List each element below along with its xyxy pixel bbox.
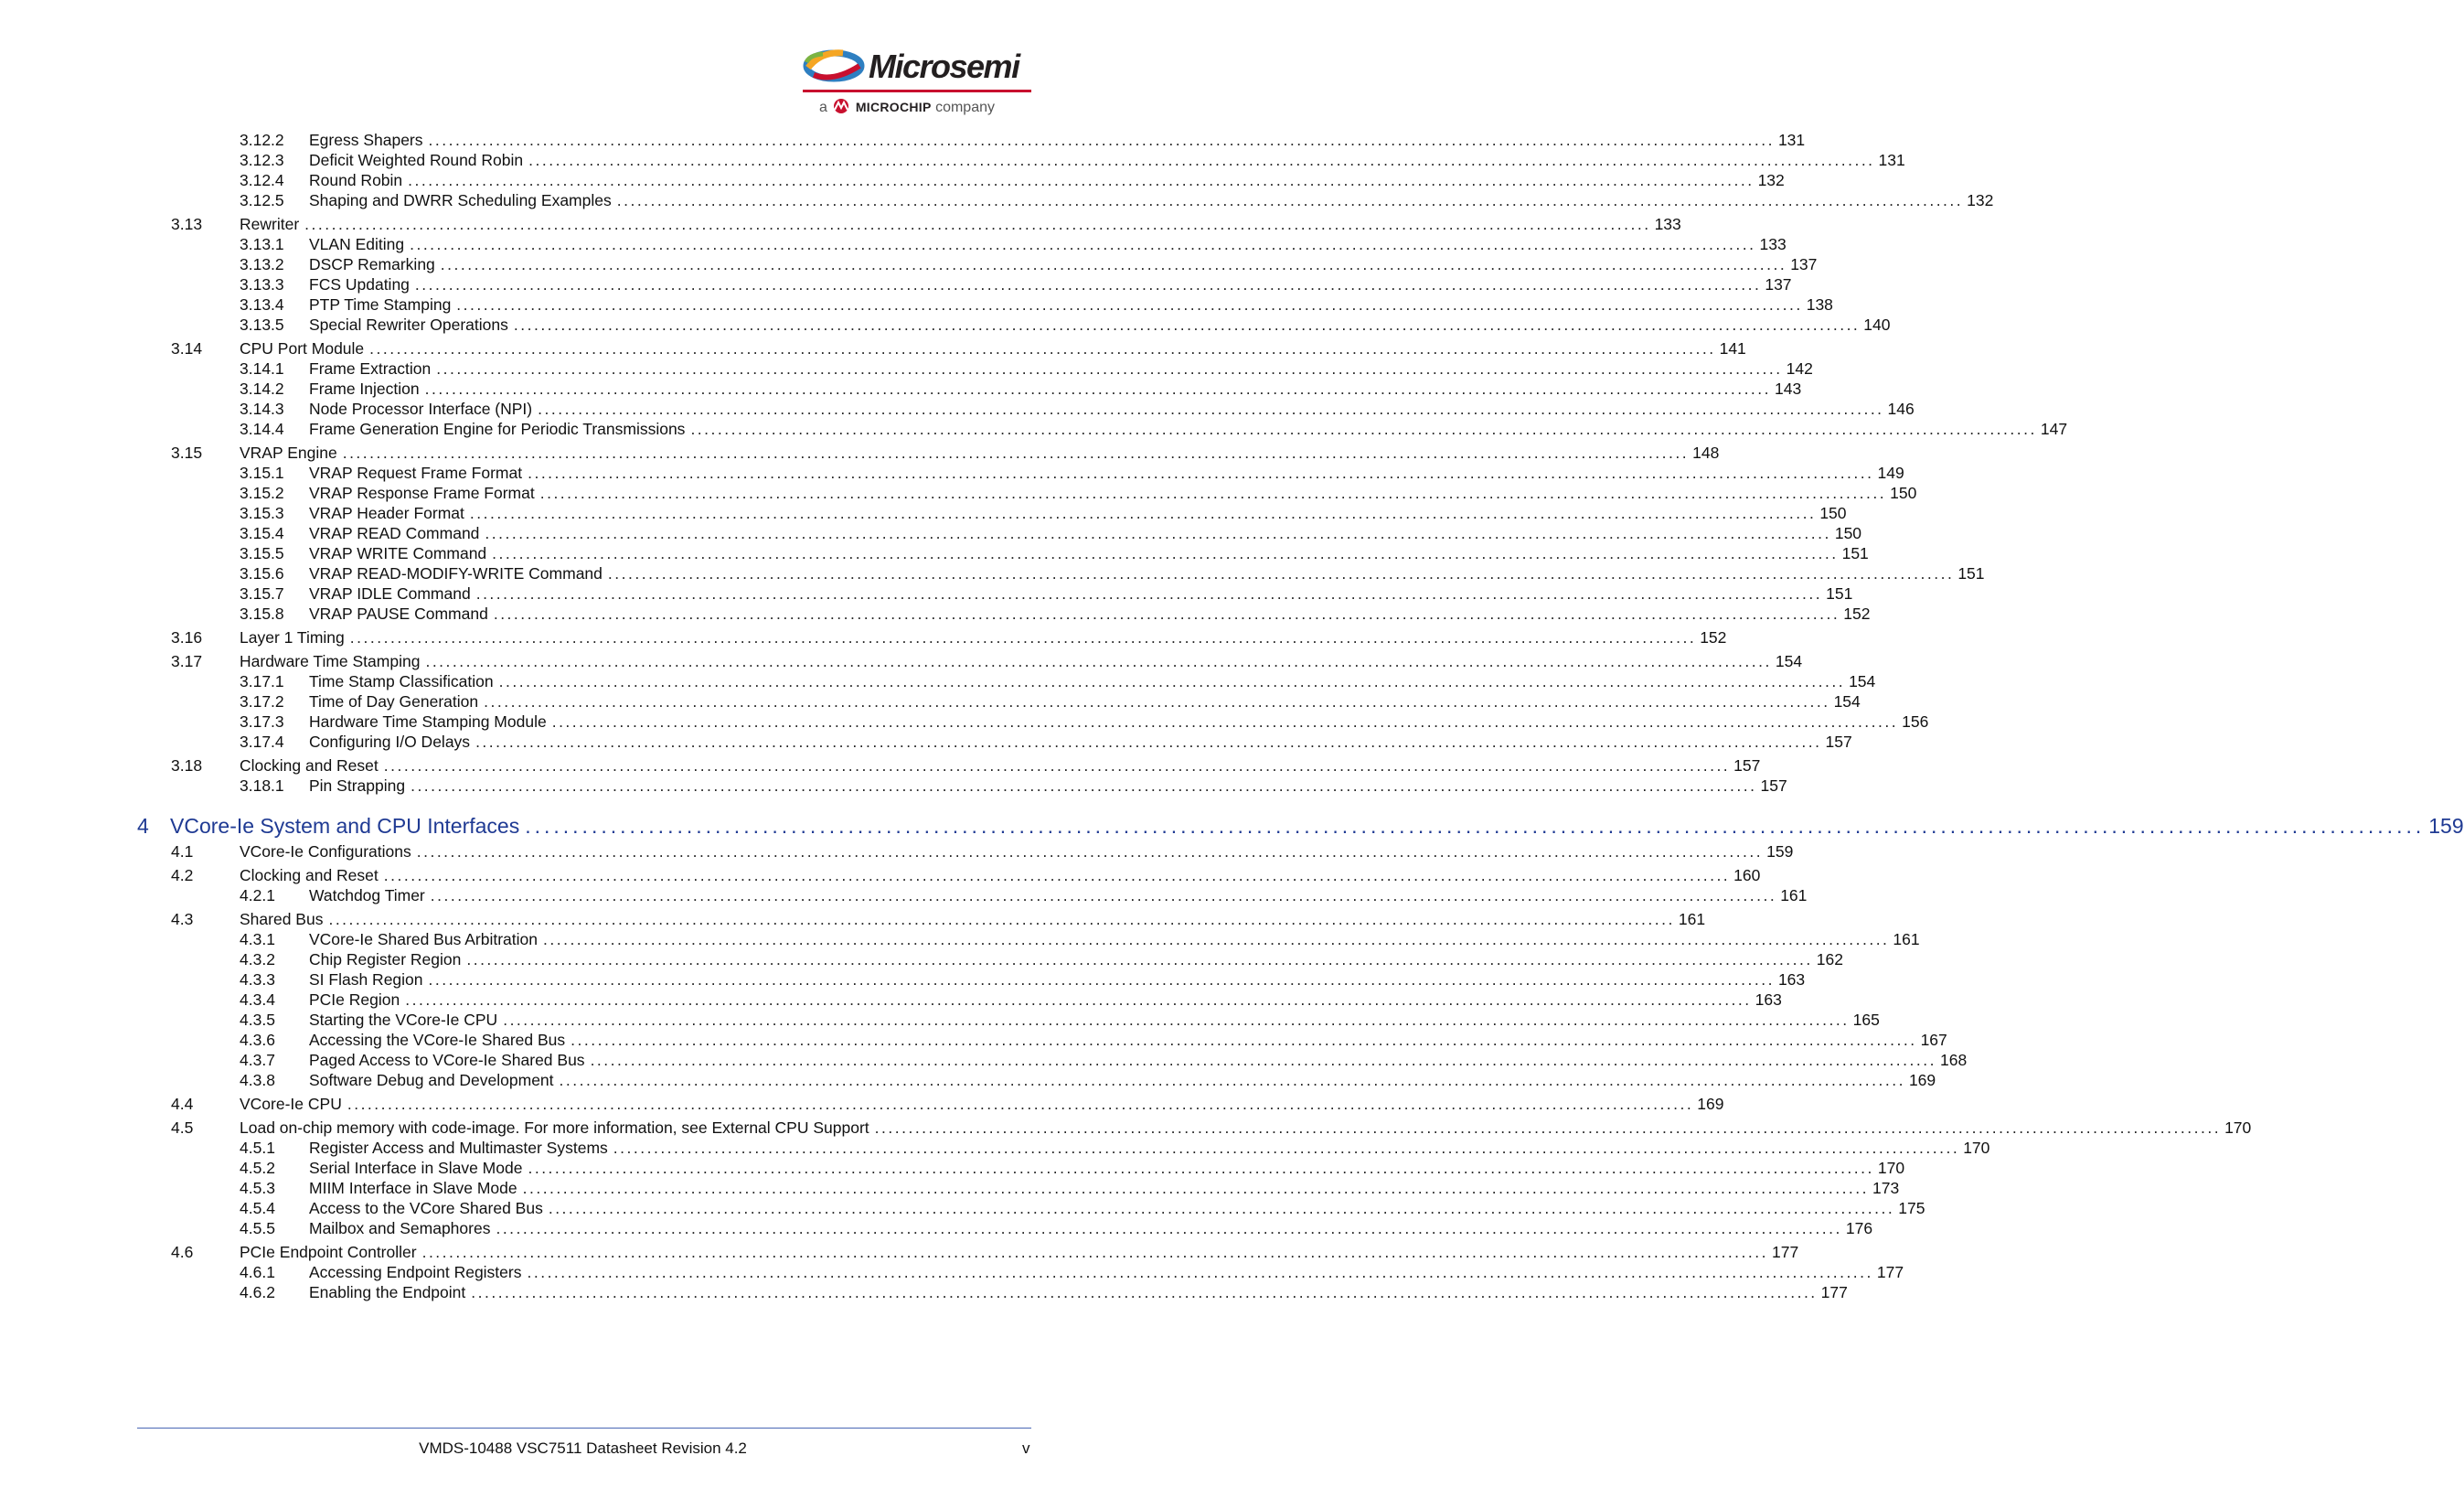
toc-entry[interactable] xyxy=(240,254,1818,274)
toc-dot-leader: ........................................................................................................................................................................................................ xyxy=(538,400,1884,418)
toc-entry-title: VCore-Ie Configurations xyxy=(240,842,411,861)
toc-dot-leader: ........................................................................................................................................................................................................ xyxy=(440,255,1787,273)
toc-entry[interactable] xyxy=(240,732,1852,752)
toc-entry-number: 4.3.8 xyxy=(240,1071,275,1089)
toc-dot-leader: ........................................................................................................................................................................................................ xyxy=(492,544,1839,562)
toc-entry[interactable] xyxy=(240,1158,1905,1178)
toc-entry-page: 151 xyxy=(1826,584,1853,603)
toc-entry[interactable] xyxy=(240,463,1904,483)
toc-dot-leader: ........................................................................................................................................................................................................ xyxy=(411,776,1757,795)
toc-entry[interactable] xyxy=(171,909,1706,929)
footer-document-title: VMDS-10488 VSC7511 Datasheet Revision 4.2 xyxy=(419,1439,747,1457)
toc-entry-page: 177 xyxy=(1876,1263,1904,1281)
toc-dot-leader: ........................................................................................................................................................................................................ xyxy=(347,1095,1694,1113)
toc-dot-leader: ........................................................................................................................................................................................................ xyxy=(410,235,1756,253)
toc-entry-page: 137 xyxy=(1765,275,1792,294)
microsemi-swirl-icon xyxy=(803,46,867,86)
toc-entry[interactable] xyxy=(240,949,1843,969)
toc-entry-number: 3.13.2 xyxy=(240,255,284,273)
toc-entry-title: Time of Day Generation xyxy=(309,692,479,711)
toc-entry[interactable] xyxy=(240,1178,1900,1198)
toc-entry[interactable] xyxy=(240,1218,1873,1238)
toc-dot-leader: ........................................................................................................................................................................................................ xyxy=(522,1179,1870,1197)
toc-entry[interactable] xyxy=(240,1138,1990,1158)
toc-dot-leader: ........................................................................................................................................................................................................ xyxy=(527,1263,1873,1281)
toc-entry-title: Starting the VCore-Ie CPU xyxy=(309,1011,498,1029)
logo-wordmark: Microsemi xyxy=(869,48,1019,85)
toc-entry-title: VCore-Ie System and CPU Interfaces xyxy=(170,814,520,838)
toc-entry-page: 140 xyxy=(1863,316,1891,334)
toc-entry-title: Mailbox and Semaphores xyxy=(309,1219,491,1237)
toc-entry-title: Accessing the VCore-Ie Shared Bus xyxy=(309,1031,566,1049)
toc-entry[interactable] xyxy=(240,929,1920,949)
toc-dot-leader: ........................................................................................................................................................................................................ xyxy=(493,605,1840,623)
toc-entry-page: 163 xyxy=(1777,970,1806,989)
toc-entry-title: VRAP READ-MODIFY-WRITE Command xyxy=(309,564,603,583)
toc-entry-title: VLAN Editing xyxy=(309,235,405,253)
toc-entry-page: 170 xyxy=(1963,1139,1990,1157)
toc-entry-number: 3.13 xyxy=(171,215,203,233)
toc-entry-title: PCIe Region xyxy=(309,990,400,1009)
toc-entry[interactable] xyxy=(240,969,1806,990)
toc-entry-number: 3.17.3 xyxy=(240,712,284,731)
toc-dot-leader: ........................................................................................................................................................................................................ xyxy=(424,380,1772,398)
toc-entry-page: 161 xyxy=(1780,886,1808,904)
toc-entry[interactable] xyxy=(240,234,1787,254)
toc-entry-title: VRAP Request Frame Format xyxy=(309,464,523,482)
toc-entry-page: 159 xyxy=(1766,842,1794,861)
toc-dot-leader: ........................................................................................................................................................................................................ xyxy=(496,1219,1842,1237)
toc-entry-title: VRAP Response Frame Format xyxy=(309,484,535,502)
microsemi-logo xyxy=(803,46,1031,123)
toc-entry-title: Clocking and Reset xyxy=(240,756,379,775)
toc-dot-leader: ........................................................................................................................................................................................................ xyxy=(607,564,1955,583)
toc-entry-page: 150 xyxy=(1819,504,1847,522)
toc-entry-number: 3.15.2 xyxy=(240,484,284,502)
toc-entry[interactable] xyxy=(240,1030,1947,1050)
toc-entry-title: PTP Time Stamping xyxy=(309,295,452,314)
toc-dot-leader: ........................................................................................................................................................................................................ xyxy=(436,359,1783,378)
toc-dot-leader: ........................................................................................................................................................................................................ xyxy=(513,316,1861,334)
toc-entry-title: Shaping and DWRR Scheduling Examples xyxy=(309,191,612,209)
toc-entry-number: 3.17.4 xyxy=(240,733,284,751)
toc-entry-number: 4.3.4 xyxy=(240,990,275,1009)
toc-entry[interactable] xyxy=(240,503,1847,523)
toc-dot-leader: ........................................................................................................................................................................................................ xyxy=(484,692,1830,711)
toc-entry-page: 175 xyxy=(1898,1199,1925,1217)
toc-chapter-entry[interactable] xyxy=(137,812,2464,840)
toc-entry-number: 3.15.3 xyxy=(240,504,284,522)
toc-dot-leader: ........................................................................................................................................................................................................ xyxy=(525,814,2426,838)
toc-entry-number: 4.6.1 xyxy=(240,1263,275,1281)
toc-dot-leader: ........................................................................................................................................................................................................ xyxy=(548,1199,1895,1217)
toc-entry-page: 162 xyxy=(1816,950,1843,969)
toc-entry[interactable] xyxy=(240,1262,1904,1282)
toc-entry-number: 3.16 xyxy=(171,628,203,647)
toc-entry-page: 167 xyxy=(1920,1031,1947,1049)
toc-entry-number: 4.1 xyxy=(171,842,194,861)
tagline-brand: MICROCHIP xyxy=(855,100,932,114)
toc-dot-leader: ........................................................................................................................................................................................................ xyxy=(498,672,1846,690)
toc-entry-number: 4.3.3 xyxy=(240,970,275,989)
toc-entry-title: VRAP Header Format xyxy=(309,504,464,522)
toc-entry-page: 154 xyxy=(1849,672,1876,690)
toc-entry-title: Access to the VCore Shared Bus xyxy=(309,1199,543,1217)
toc-entry-title: Frame Extraction xyxy=(309,359,432,378)
toc-entry-page: 169 xyxy=(1697,1095,1724,1113)
toc-entry[interactable] xyxy=(240,691,1861,712)
toc-entry-page: 177 xyxy=(1820,1283,1848,1301)
toc-entry-title: Load on-chip memory with code-image. For more information, see External CPU Support xyxy=(240,1118,869,1137)
toc-entry-page: 157 xyxy=(1760,776,1787,795)
toc-entry-page: 161 xyxy=(1893,930,1920,948)
toc-dot-leader: ........................................................................................................................................................................................................ xyxy=(430,886,1777,904)
toc-entry[interactable] xyxy=(240,1070,1936,1090)
toc-entry[interactable] xyxy=(240,671,1876,691)
toc-entry-page: 150 xyxy=(1834,524,1862,542)
toc-dot-leader: ........................................................................................................................................................................................................ xyxy=(456,295,1803,314)
toc-entry-number: 4 xyxy=(137,814,149,838)
toc-entry[interactable] xyxy=(240,379,1802,399)
toc-entry[interactable] xyxy=(240,563,1985,583)
footer-divider xyxy=(137,1428,1031,1429)
toc-dot-leader: ........................................................................................................................................................................................................ xyxy=(475,584,1823,603)
toc-dot-leader: ........................................................................................................................................................................................................ xyxy=(471,1283,1818,1301)
toc-dot-leader: ........................................................................................................................................................................................................ xyxy=(528,464,1874,482)
toc-entry-page: 156 xyxy=(1902,712,1929,731)
toc-dot-leader: ........................................................................................................................................................................................................ xyxy=(528,151,1875,169)
toc-entry-page: 137 xyxy=(1790,255,1818,273)
toc-entry-title: VCore-Ie Shared Bus Arbitration xyxy=(309,930,538,948)
toc-entry-number: 3.14.3 xyxy=(240,400,284,418)
toc-dot-leader: ........................................................................................................................................................................................................ xyxy=(408,171,1755,189)
toc-entry-page: 154 xyxy=(1833,692,1861,711)
toc-entry-title: Layer 1 Timing xyxy=(240,628,345,647)
toc-entry-number: 4.3.1 xyxy=(240,930,275,948)
toc-entry-page: 173 xyxy=(1872,1179,1900,1197)
toc-entry-number: 3.12.4 xyxy=(240,171,284,189)
toc-dot-leader: ........................................................................................................................................................................................................ xyxy=(613,1139,1960,1157)
toc-dot-leader: ........................................................................................................................................................................................................ xyxy=(425,652,1772,670)
toc-entry-page: 131 xyxy=(1777,131,1806,149)
toc-entry-number: 3.15.6 xyxy=(240,564,284,583)
toc-entry[interactable] xyxy=(240,1050,1968,1070)
toc-entry[interactable] xyxy=(171,338,1746,359)
toc-entry-title: Frame Injection xyxy=(309,380,420,398)
toc-dot-leader: ........................................................................................................................................................................................................ xyxy=(328,910,1675,928)
toc-entry-title: DSCP Remarking xyxy=(309,255,435,273)
toc-entry-title: VCore-Ie CPU xyxy=(240,1095,342,1113)
toc-entry-page: 132 xyxy=(1757,171,1785,189)
toc-entry-title: Deficit Weighted Round Robin xyxy=(309,151,524,169)
toc-entry-page: 165 xyxy=(1852,1011,1880,1029)
toc-entry[interactable] xyxy=(171,1242,1799,1262)
toc-entry-title: Node Processor Interface (NPI) xyxy=(309,400,533,418)
toc-entry-number: 3.14.2 xyxy=(240,380,284,398)
toc-entry[interactable] xyxy=(240,359,1813,379)
toc-entry-title: Pin Strapping xyxy=(309,776,406,795)
toc-entry[interactable] xyxy=(240,483,1917,503)
toc-entry-number: 3.12.5 xyxy=(240,191,284,209)
toc-dot-leader: ........................................................................................................................................................................................................ xyxy=(528,1159,1874,1177)
toc-entry-page: 143 xyxy=(1775,380,1802,398)
toc-entry-page: 142 xyxy=(1786,359,1813,378)
toc-entry[interactable] xyxy=(171,755,1761,776)
toc-entry-title: Frame Generation Engine for Periodic Transmissions xyxy=(309,420,686,438)
toc-entry-number: 4.2 xyxy=(171,866,194,884)
toc-dot-leader: ........................................................................................................................................................................................................ xyxy=(590,1051,1936,1069)
toc-entry-title: Watchdog Timer xyxy=(309,886,425,904)
toc-dot-leader: ........................................................................................................................................................................................................ xyxy=(690,420,2037,438)
toc-entry-page: 169 xyxy=(1908,1071,1936,1089)
toc-entry[interactable] xyxy=(240,523,1862,543)
toc-entry-page: 154 xyxy=(1775,652,1803,670)
toc-dot-leader: ........................................................................................................................................................................................................ xyxy=(428,970,1775,989)
toc-entry-number: 3.14 xyxy=(171,339,203,358)
toc-entry-page: 148 xyxy=(1692,444,1720,462)
toc-entry-title: Serial Interface in Slave Mode xyxy=(309,1159,523,1177)
toc-entry-page: 133 xyxy=(1759,235,1787,253)
toc-entry-title: Egress Shapers xyxy=(309,131,423,149)
toc-dot-leader: ........................................................................................................................................................................................................ xyxy=(428,131,1775,149)
toc-entry-number: 3.15.8 xyxy=(240,605,284,623)
toc-dot-leader: ........................................................................................................................................................................................................ xyxy=(543,930,1890,948)
toc-entry-number: 4.3 xyxy=(171,910,194,928)
toc-entry-page: 133 xyxy=(1654,215,1681,233)
toc-entry-title: VRAP IDLE Command xyxy=(309,584,471,603)
toc-entry-page: 149 xyxy=(1877,464,1904,482)
toc-entry-title: FCS Updating xyxy=(309,275,410,294)
toc-dot-leader: ........................................................................................................................................................................................................ xyxy=(503,1011,1850,1029)
toc-dot-leader: ........................................................................................................................................................................................................ xyxy=(304,215,1651,233)
toc-entry-title: Clocking and Reset xyxy=(240,866,379,884)
toc-entry-number: 3.15 xyxy=(171,444,203,462)
toc-entry-title: MIIM Interface in Slave Mode xyxy=(309,1179,517,1197)
toc-entry-title: Enabling the Endpoint xyxy=(309,1283,466,1301)
toc-entry-number: 3.17.1 xyxy=(240,672,284,690)
toc-entry-title: Round Robin xyxy=(309,171,403,189)
toc-dot-leader: ........................................................................................................................................................................................................ xyxy=(475,733,1822,751)
toc-entry-number: 3.17 xyxy=(171,652,203,670)
toc-entry-title: VRAP WRITE Command xyxy=(309,544,487,562)
toc-entry[interactable] xyxy=(240,190,1994,210)
toc-entry-page: 152 xyxy=(1700,628,1727,647)
toc-dot-leader: ........................................................................................................................................................................................................ xyxy=(421,1243,1768,1261)
toc-dot-leader: ........................................................................................................................................................................................................ xyxy=(414,275,1762,294)
toc-entry[interactable] xyxy=(171,627,1727,647)
toc-entry-title: Shared Bus xyxy=(240,910,324,928)
toc-dot-leader: ........................................................................................................................................................................................................ xyxy=(874,1118,2222,1137)
toc-entry-title: CPU Port Module xyxy=(240,339,365,358)
toc-entry-number: 3.18 xyxy=(171,756,203,775)
toc-entry[interactable] xyxy=(240,583,1853,604)
toc-entry[interactable] xyxy=(240,150,1905,170)
toc-entry-title: Special Rewriter Operations xyxy=(309,316,508,334)
toc-entry-title: VRAP READ Command xyxy=(309,524,480,542)
toc-dot-leader: ........................................................................................................................................................................................................ xyxy=(559,1071,1905,1089)
toc-entry[interactable] xyxy=(171,651,1803,671)
toc-entry-number: 3.13.1 xyxy=(240,235,284,253)
toc-entry-number: 4.6.2 xyxy=(240,1283,275,1301)
toc-dot-leader: ........................................................................................................................................................................................................ xyxy=(349,628,1697,647)
toc-entry[interactable] xyxy=(240,885,1808,905)
toc-entry-number: 4.3.6 xyxy=(240,1031,275,1049)
toc-entry-number: 3.17.2 xyxy=(240,692,284,711)
toc-entry-number: 4.6 xyxy=(171,1243,194,1261)
toc-entry-number: 3.15.1 xyxy=(240,464,284,482)
tagline-prefix: a xyxy=(819,100,827,115)
logo-tagline xyxy=(819,99,995,116)
toc-entry-number: 3.14.4 xyxy=(240,420,284,438)
toc-entry[interactable] xyxy=(240,1198,1925,1218)
toc-entry[interactable] xyxy=(240,776,1787,796)
toc-entry[interactable] xyxy=(240,294,1833,315)
toc-entry[interactable] xyxy=(240,399,1915,419)
toc-entry-number: 3.15.5 xyxy=(240,544,284,562)
toc-dot-leader: ........................................................................................................................................................................................................ xyxy=(369,339,1716,358)
toc-entry[interactable] xyxy=(240,315,1891,335)
toc-dot-leader: ........................................................................................................................................................................................................ xyxy=(383,756,1731,775)
toc-entry-page: 141 xyxy=(1719,339,1746,358)
toc-entry-number: 4.5 xyxy=(171,1118,194,1137)
toc-entry[interactable] xyxy=(240,990,1782,1010)
toc-entry[interactable] xyxy=(240,604,1871,624)
tagline-suffix: company xyxy=(935,100,995,115)
toc-entry-title: Register Access and Multimaster Systems xyxy=(309,1139,608,1157)
toc-entry-number: 4.5.5 xyxy=(240,1219,275,1237)
toc-entry-page: 168 xyxy=(1939,1051,1968,1069)
toc-entry-title: VRAP PAUSE Command xyxy=(309,605,488,623)
toc-dot-leader: ........................................................................................................................................................................................................ xyxy=(416,842,1764,861)
toc-entry-number: 4.5.3 xyxy=(240,1179,275,1197)
toc-entry-number: 3.13.4 xyxy=(240,295,284,314)
toc-entry-number: 4.3.7 xyxy=(240,1051,275,1069)
toc-entry-number: 3.12.3 xyxy=(240,151,284,169)
toc-entry-number: 3.13.5 xyxy=(240,316,284,334)
toc-entry[interactable] xyxy=(171,841,1794,862)
toc-entry-title: Rewriter xyxy=(240,215,300,233)
toc-entry-title: Hardware Time Stamping Module xyxy=(309,712,547,731)
toc-entry-page: 160 xyxy=(1733,866,1761,884)
toc-entry-number: 4.5.1 xyxy=(240,1139,275,1157)
toc-entry-number: 3.15.4 xyxy=(240,524,284,542)
toc-dot-leader: ........................................................................................................................................................................................................ xyxy=(342,444,1690,462)
toc-entry-page: 151 xyxy=(1841,544,1869,562)
toc-dot-leader: ........................................................................................................................................................................................................ xyxy=(466,950,1813,969)
toc-entry-title: Accessing Endpoint Registers xyxy=(309,1263,522,1281)
toc-entry-page: 147 xyxy=(2040,420,2068,438)
microchip-icon xyxy=(831,99,851,113)
toc-entry-page: 159 xyxy=(2428,814,2464,838)
toc-entry-page: 161 xyxy=(1678,910,1706,928)
toc-entry-number: 3.15.7 xyxy=(240,584,284,603)
toc-entry-title: PCIe Endpoint Controller xyxy=(240,1243,417,1261)
toc-dot-leader: ........................................................................................................................................................................................................ xyxy=(383,866,1731,884)
toc-entry-page: 177 xyxy=(1772,1243,1799,1261)
toc-dot-leader: ........................................................................................................................................................................................................ xyxy=(539,484,1887,502)
toc-entry-page: 138 xyxy=(1806,295,1833,314)
toc-entry[interactable] xyxy=(171,443,1720,463)
toc-dot-leader: ........................................................................................................................................................................................................ xyxy=(551,712,1899,731)
toc-entry-title: Hardware Time Stamping xyxy=(240,652,421,670)
toc-entry[interactable] xyxy=(171,214,1681,234)
toc-entry[interactable] xyxy=(171,1118,2252,1138)
toc-entry-page: 170 xyxy=(2224,1118,2252,1137)
toc-entry-number: 4.5.2 xyxy=(240,1159,275,1177)
toc-entry-title: Configuring I/O Delays xyxy=(309,733,471,751)
toc-entry-page: 131 xyxy=(1878,151,1905,169)
toc-entry[interactable] xyxy=(240,1282,1848,1302)
toc-entry-title: Time Stamp Classification xyxy=(309,672,494,690)
toc-entry-number: 3.18.1 xyxy=(240,776,284,795)
toc-entry-title: VRAP Engine xyxy=(240,444,337,462)
toc-entry-title: Paged Access to VCore-Ie Shared Bus xyxy=(309,1051,585,1069)
toc-entry-title: SI Flash Region xyxy=(309,970,423,989)
toc-entry[interactable] xyxy=(240,1010,1880,1030)
footer-page-number: v xyxy=(1022,1439,1030,1457)
toc-entry-number: 4.2.1 xyxy=(240,886,275,904)
toc-entry[interactable] xyxy=(240,170,1785,190)
toc-entry-title: Software Debug and Development xyxy=(309,1071,554,1089)
toc-dot-leader: ........................................................................................................................................................................................................ xyxy=(571,1031,1917,1049)
toc-entry-page: 132 xyxy=(1967,191,1994,209)
toc-dot-leader: ........................................................................................................................................................................................................ xyxy=(485,524,1831,542)
toc-entry-page: 151 xyxy=(1957,564,1985,583)
toc-entry-number: 4.4 xyxy=(171,1095,194,1113)
toc-entry-page: 157 xyxy=(1733,756,1761,775)
toc-entry-page: 163 xyxy=(1755,990,1782,1009)
toc-entry[interactable] xyxy=(240,543,1869,563)
toc-dot-leader: ........................................................................................................................................................................................................ xyxy=(405,990,1752,1009)
logo-divider xyxy=(803,90,1031,92)
toc-entry-page: 152 xyxy=(1843,605,1871,623)
toc-entry[interactable] xyxy=(171,865,1761,885)
toc-entry-number: 4.3.2 xyxy=(240,950,275,969)
toc-entry-number: 3.13.3 xyxy=(240,275,284,294)
toc-entry-page: 176 xyxy=(1845,1219,1873,1237)
toc-entry[interactable] xyxy=(240,712,1929,732)
toc-entry[interactable] xyxy=(240,130,1806,150)
toc-entry[interactable] xyxy=(240,274,1792,294)
toc-entry-number: 4.5.4 xyxy=(240,1199,275,1217)
toc-entry-number: 4.3.5 xyxy=(240,1011,275,1029)
toc-entry-page: 150 xyxy=(1890,484,1917,502)
toc-entry[interactable] xyxy=(171,1094,1724,1114)
toc-entry-number: 3.12.2 xyxy=(240,131,284,149)
toc-entry-page: 170 xyxy=(1877,1159,1905,1177)
toc-entry[interactable] xyxy=(240,419,2068,439)
toc-entry-number: 3.14.1 xyxy=(240,359,284,378)
toc-entry-title: Chip Register Region xyxy=(309,950,462,969)
toc-entry-page: 146 xyxy=(1887,400,1915,418)
toc-entry-page: 157 xyxy=(1825,733,1852,751)
toc-dot-leader: ........................................................................................................................................................................................................ xyxy=(469,504,1817,522)
toc-dot-leader: ........................................................................................................................................................................................................ xyxy=(616,191,1964,209)
